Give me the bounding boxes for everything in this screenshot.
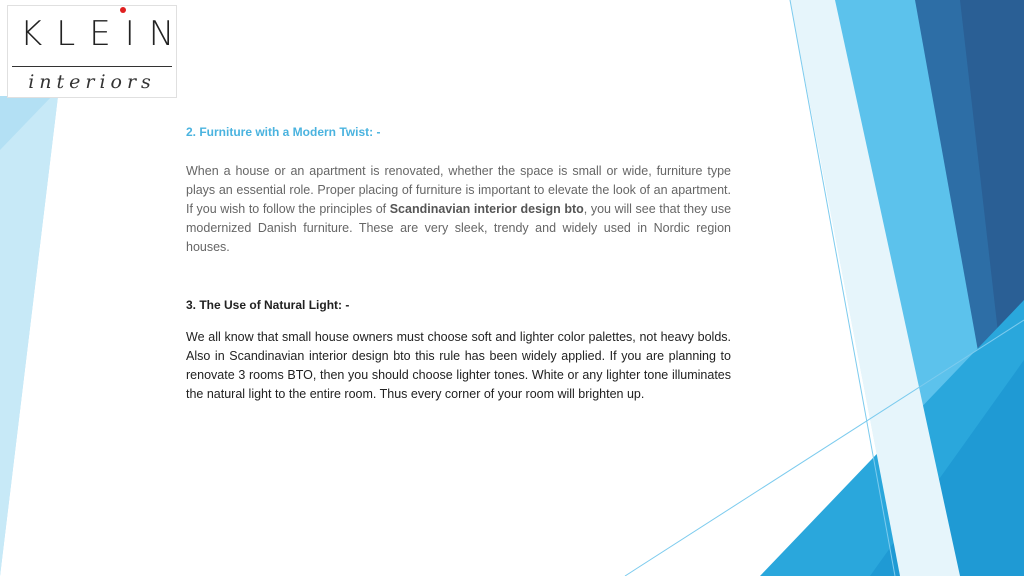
section-heading-natural-light: 3. The Use of Natural Light: - <box>186 298 350 312</box>
section-heading-furniture: 2. Furniture with a Modern Twist: - <box>186 125 381 139</box>
left-wedge-shape-inner <box>0 96 58 576</box>
paragraph-text: When a house or an apartment is renovated, whether the space is small or wide, furniture type plays an essential role. Proper placing of furniture is important to elevate the look of an apartment. If you wish to follow the principles of <box>186 164 731 216</box>
section-paragraph-natural-light: We all know that small house owners must choose soft and lighter color palettes, not heavy bolds. Also in Scandinavian interior design bto this rule has been widely applied. If you are planning to renovate 3 rooms BTO, then you should choose lighter tones. White or any lighter tone illuminates the natural light to the entire room. Thus every corner of your room will brighten up. <box>186 330 731 401</box>
section-paragraph-furniture <box>186 162 731 257</box>
slide-content <box>186 124 731 404</box>
logo-divider <box>12 66 172 67</box>
logo-brand-text: KLEIN <box>20 14 189 54</box>
paragraph-text: , you will see that they use modernized Danish furniture. These are very sleek, trendy and widely used in Nordic region houses. <box>186 202 732 254</box>
logo-red-dot <box>120 7 126 13</box>
logo-sub-text: interiors <box>28 71 156 93</box>
bold-keyword: Scandinavian interior design bto <box>389 202 584 216</box>
company-logo <box>7 5 189 98</box>
